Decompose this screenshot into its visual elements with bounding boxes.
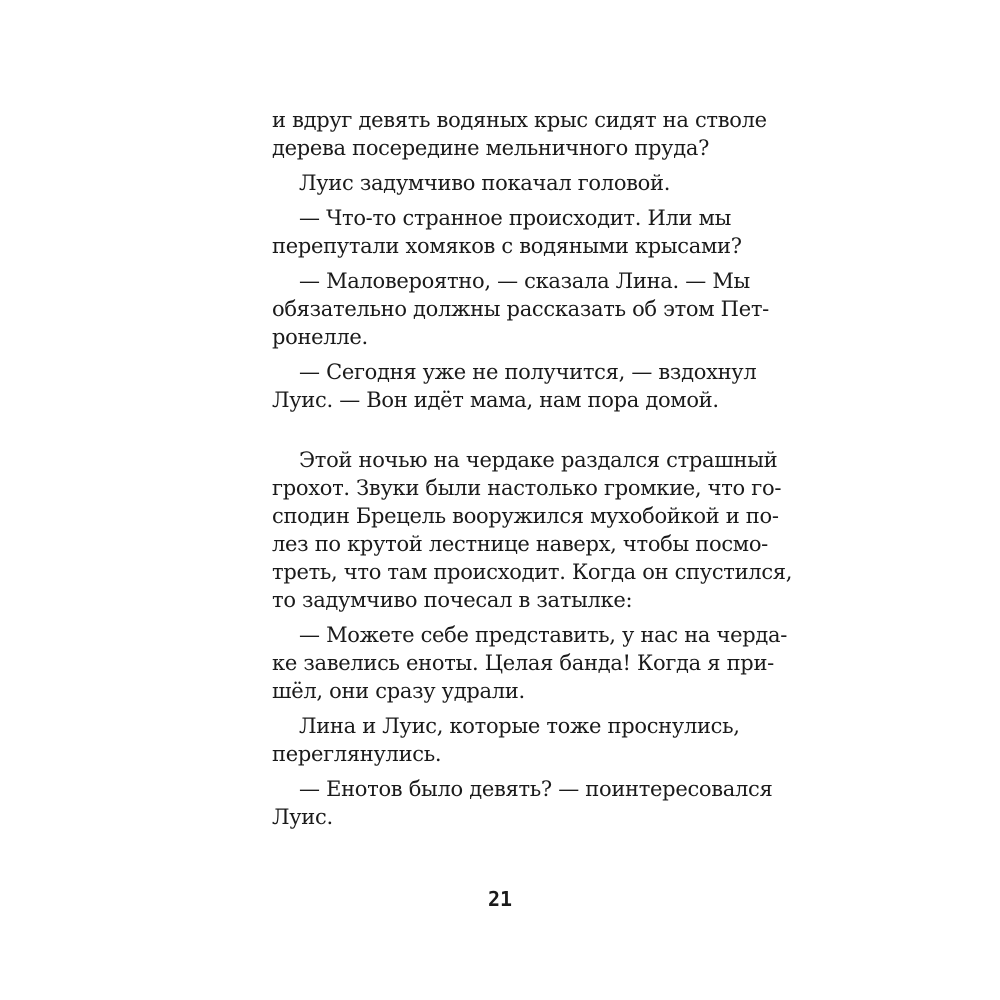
text-line: ронелле.: [272, 325, 368, 349]
text-line: лез по крутой лестнице наверх, чтобы посмо-: [272, 532, 768, 556]
text-line: перепутали хомяков с водяными крысами?: [272, 234, 742, 258]
text-section-2: [272, 446, 793, 831]
text-line: то задумчиво почесал в затылке:: [272, 588, 633, 612]
paragraph: [272, 204, 742, 260]
text-line: треть, что там происходит. Когда он спустился,: [272, 560, 793, 584]
paragraph: [272, 446, 793, 614]
text-line: и вдруг девять водяных крыс сидят на стволе: [272, 108, 767, 132]
paragraph: [272, 169, 728, 197]
text-line: — Сегодня уже не получится, — вздохнул: [299, 360, 757, 384]
text-section-1: [272, 106, 769, 414]
text-line: переглянулись.: [272, 742, 442, 766]
text-line: грохот. Звуки были настолько громкие, что го-: [272, 476, 782, 500]
text-line: Луис.: [272, 805, 333, 829]
paragraph: [272, 712, 740, 768]
paragraph: [272, 775, 773, 831]
text-line: ке завелись еноты. Целая банда! Когда я при-: [272, 651, 774, 675]
text-line: — Что-то странное происходит. Или мы: [299, 206, 732, 230]
text-line: сподин Брецель вооружился мухобойкой и по-: [272, 504, 779, 528]
text-line: шёл, они сразу удрали.: [272, 679, 525, 703]
paragraph: [272, 621, 788, 705]
page-number: 21: [487, 887, 513, 911]
text-line: Этой ночью на чердаке раздался страшный: [299, 448, 778, 472]
paragraph: [272, 106, 767, 162]
text-line: Луис. — Вон идёт мама, нам пора домой.: [272, 388, 719, 412]
text-line: — Маловероятно, — сказала Лина. — Мы: [299, 269, 750, 293]
text-line: дерева посередине мельничного пруда?: [272, 136, 710, 160]
text-line: — Можете себе представить, у нас на черда-: [299, 623, 788, 647]
paragraph: [272, 358, 757, 414]
text-line: Луис задумчиво покачал головой.: [299, 171, 671, 195]
text-line: Лина и Луис, которые тоже проснулись,: [299, 714, 740, 738]
paragraph: [272, 267, 769, 351]
text-line: обязательно должны рассказать об этом Пет-: [272, 297, 769, 321]
text-line: — Енотов было девять? — поинтересовался: [299, 777, 773, 801]
